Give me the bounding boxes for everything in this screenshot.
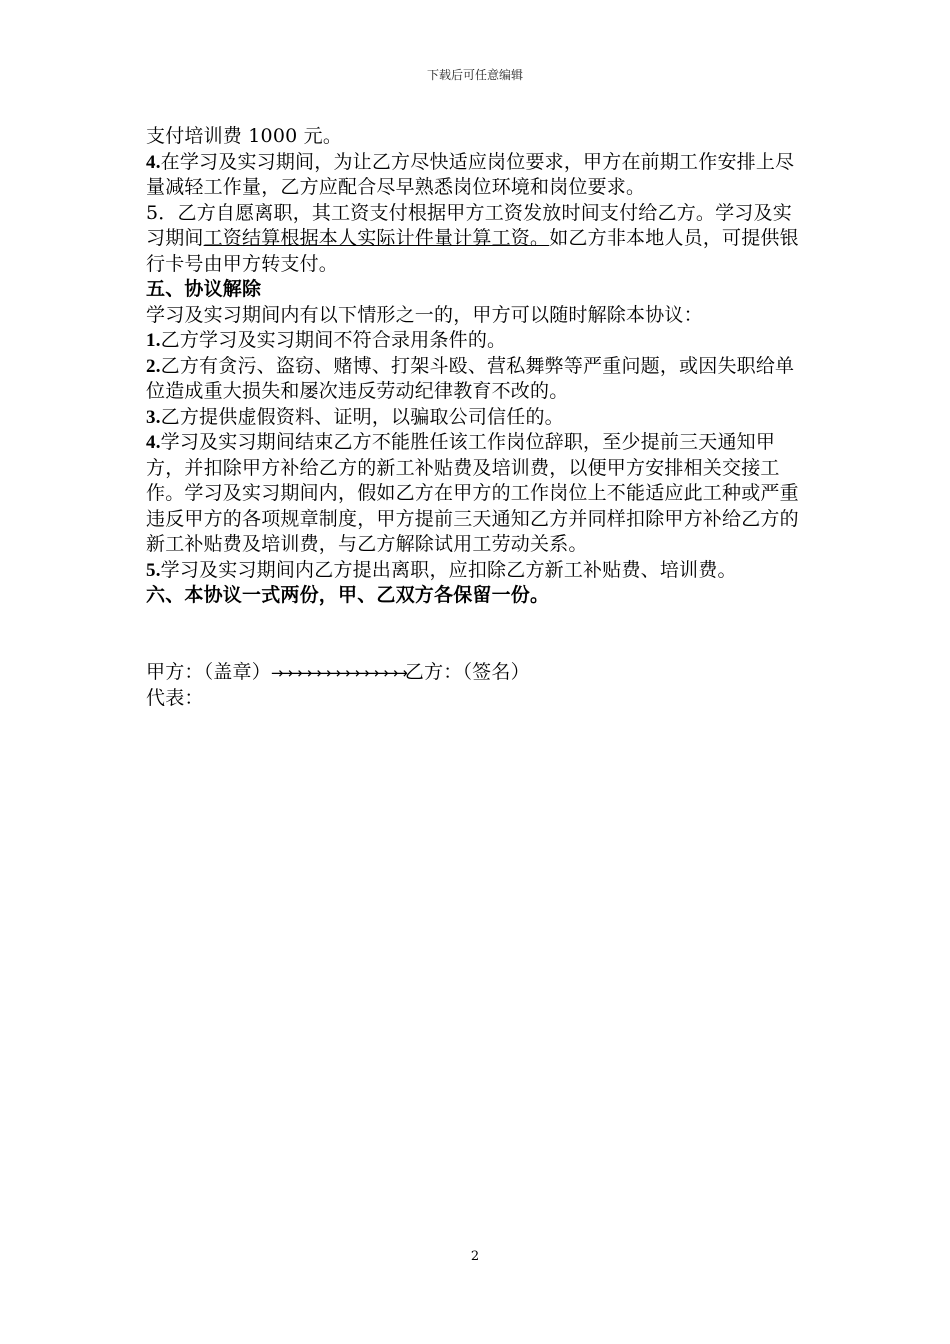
clause-number: 3.	[146, 406, 161, 428]
tab-arrows: →→→→→→→→→→→→→→	[270, 663, 405, 682]
party-b-signature: 乙方：（签名）	[404, 660, 530, 683]
document-body	[146, 124, 810, 712]
paragraph-termination-4	[146, 430, 810, 558]
paragraph-clause-5	[146, 201, 810, 278]
signature-line	[146, 660, 810, 687]
paragraph-termination-2	[146, 354, 810, 405]
paragraph-termination-1	[146, 328, 810, 354]
clause-text: 学习及实习期间结束乙方不能胜任该工作岗位辞职，至少提前三天通知甲方，并扣除甲方补给乙方的新工补贴费及培训费，以便甲方安排相关交接工作。学习及实习期间内，假如乙方在甲方的工作岗位上不能适应此工种或严重违反甲方的各项规章制度，甲方提前三天通知乙方并同样扣除甲方补给乙方的新工补贴费及培训费，与乙方解除试用工劳动关系。	[146, 431, 799, 555]
paragraph-termination-5	[146, 558, 810, 584]
clause-text: 5．乙方自愿离职，其工资支付根据甲方工资发放时间支付给乙方。学习及实习期间	[146, 201, 792, 249]
representative-line: 代表：	[146, 687, 204, 709]
clause-text: 乙方学习及实习期间不符合录用条件的。	[160, 329, 507, 351]
clause-number: 1.	[146, 330, 161, 351]
clause-text-rest: 如乙方非本地人员，可提供银行卡号由甲方转支付。	[146, 227, 799, 275]
underlined-wage-text: 工资结算根据本人实际计件量计算工资。	[203, 227, 550, 249]
clause-number: 4.	[146, 151, 161, 173]
party-a-seal: 甲方：（盖章）	[146, 660, 271, 683]
section-heading-copies: 六、本协议一式两份，甲、乙双方各保留一份。	[146, 584, 550, 606]
clause-text: 学习及实习期间内乙方提出离职，应扣除乙方新工补贴费、培训费。	[160, 558, 737, 581]
clause-number: 2.	[146, 355, 161, 377]
clause-text: 乙方有贪污、盗窃、赌博、打架斗殴、营私舞弊等严重问题，或因失职给单位造成重大损失和屡次违反劳动纪律教育不改的。	[146, 354, 795, 402]
clause-number: 5.	[146, 559, 161, 581]
spacer	[146, 609, 810, 660]
paragraph-training-fee: 支付培训费 1000 元。	[146, 125, 343, 147]
clause-text: 在学习及实习期间，为让乙方尽快适应岗位要求，甲方在前期工作安排上尽量减轻工作量，乙方应配合尽早熟悉岗位环境和岗位要求。	[146, 150, 795, 198]
clause-text: 乙方提供虚假资料、证明，以骗取公司信任的。	[160, 405, 564, 428]
paragraph-clause-4	[146, 150, 810, 201]
paragraph-termination-3	[146, 405, 810, 431]
header-note: 下载后可任意编辑	[426, 68, 523, 82]
paragraph-termination-intro: 学习及实习期间内有以下情形之一的，甲方可以随时解除本协议：	[146, 303, 703, 326]
clause-number: 4.	[146, 432, 161, 453]
page-number: 2	[470, 1249, 480, 1264]
section-heading-termination: 五、协议解除	[146, 278, 262, 300]
